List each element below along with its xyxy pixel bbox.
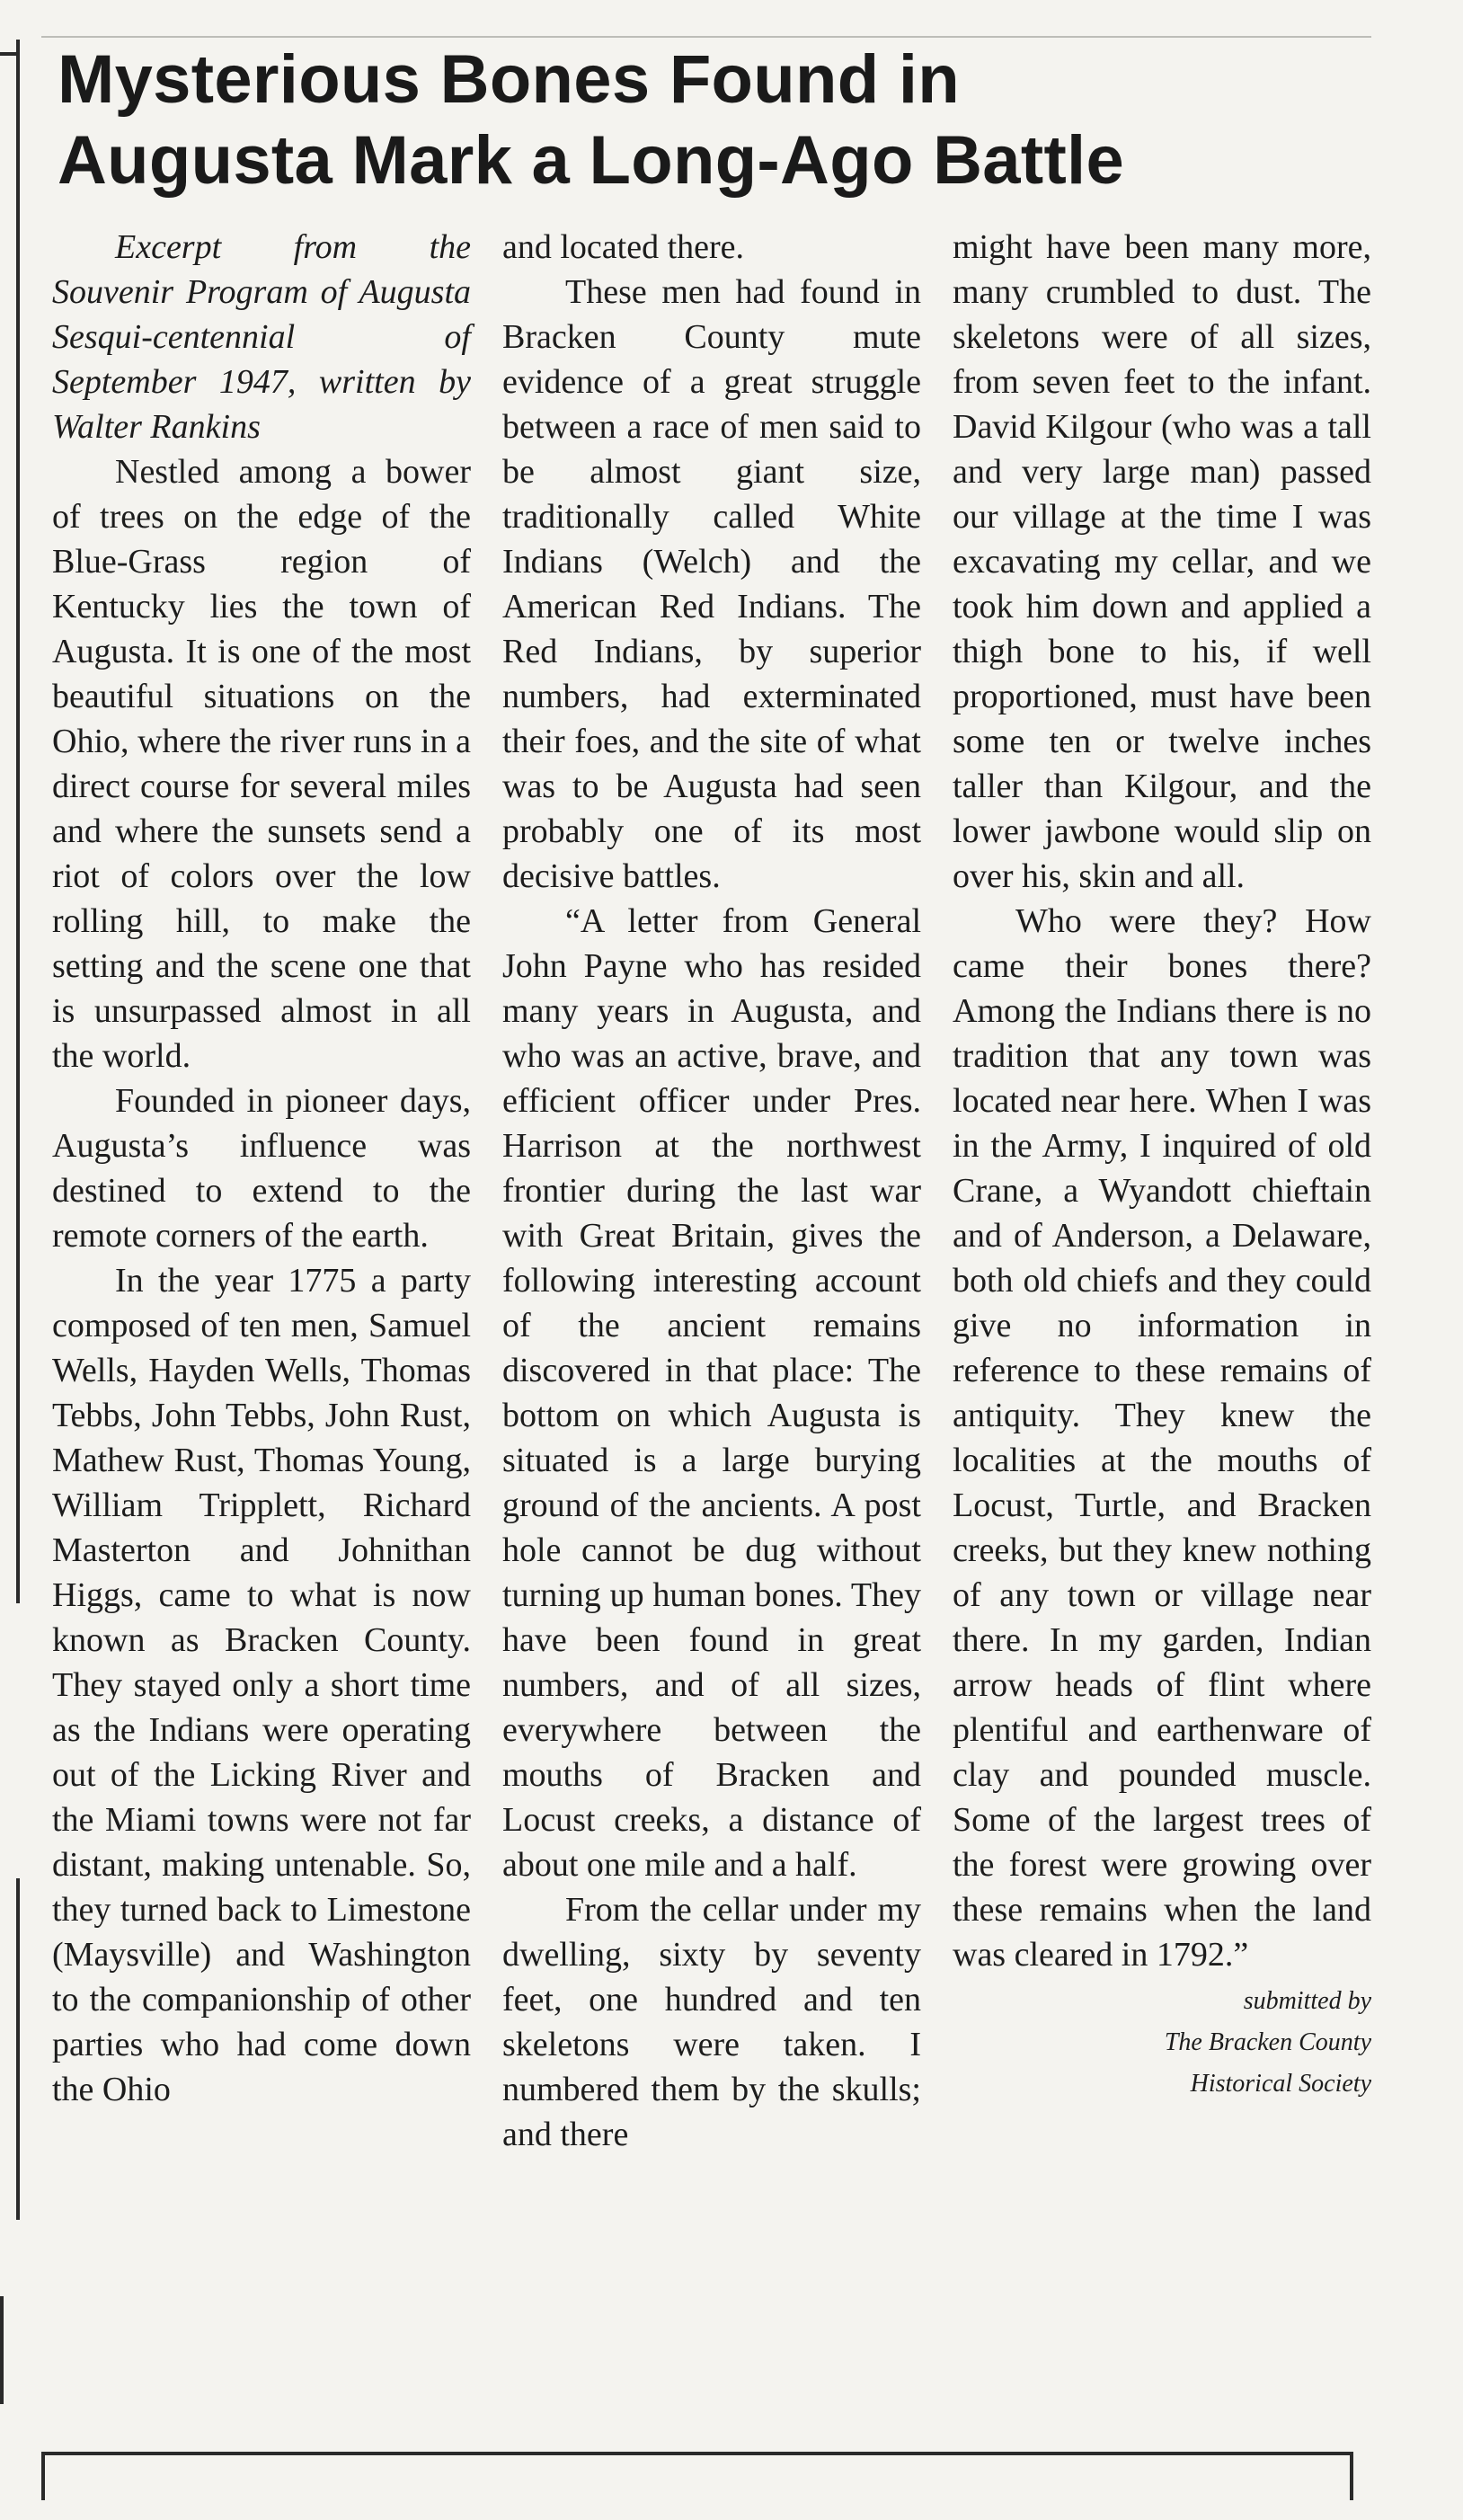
top-border-rule: [41, 36, 1371, 38]
paragraph-continued: and located there.: [502, 228, 745, 266]
article-headline: [58, 40, 1370, 201]
column-2: [502, 225, 921, 2418]
paragraph: These men had found in Bracken County mute evidence of a great struggle between a race of men said to be almost giant size, traditionally called White Indians (Welch) and the American Red Indians. The Red Indians, by superior numbers, had exterminated their foes, and the site of what was to be Augusta had seen probably one of its most decisive battles.: [502, 273, 921, 895]
paragraph: Nestled among a bower of trees on the edge of the Blue-Grass region of Kentucky lies the town of Augusta. It is one of the most beautiful situations on the Ohio, where the river runs in a direct course for several miles and where the sunsets send a riot of colors over the low rolling hill, to make the setting and the scene one that is unsurpassed almost in all the world.: [52, 453, 471, 1075]
headline-line-1: Mysterious Bones Found in: [58, 41, 960, 118]
paragraph: “A letter from General John Payne who has resided many years in Augusta, and who was an active, brave, and efficient officer under Pres. Harrison at the northwest frontier during the last war with Great Britain, gives the following interesting account of the ancient remains discovered in that place: The bottom on which Augusta is situated is a large burying ground of the ancients. A post hole cannot be dug without turning up human bones. They have been found in great numbers, and of all sizes, everywhere between the mouths of Bracken and Locust creeks, a distance of about one mile and a half.: [502, 902, 921, 1884]
left-edge-rule-bottom: [0, 2296, 4, 2404]
credit-line: The Bracken County: [1164, 2028, 1371, 2056]
excerpt-note: Excerpt from the Souvenir Program of Augusta Sesqui-centennial of September 1947, written by Walter Rankins: [52, 228, 471, 446]
paragraph: Founded in pioneer days, Augusta’s influence was destined to extend to the remote corners of the earth.: [52, 1082, 471, 1255]
article-body: [52, 225, 1371, 2418]
paragraph: In the year 1775 a party composed of ten men, Samuel Wells, Hayden Wells, Thomas Tebbs, John Tebbs, John Rust, Mathew Rust, Thomas Young, William Tripplett, Richard Masterton and Johnithan Higgs, came to what is now known as Bracken County. They stayed only a short time as the Indians were operating out of the Licking River and the Miami towns were not far distant, making untenable. So, they turned back to Limestone (Maysville) and Washington to the companionship of other parties who had come down the Ohio: [52, 1262, 471, 2108]
paragraph: From the cellar under my dwelling, sixty by seventy feet, one hundred and ten skeletons were taken. I numbered them by the skulls; and there: [502, 1891, 921, 2153]
paragraph-continued: might have been many more, many crumbled to dust. The skeletons were of all sizes, from seven feet to the infant. David Kilgour (who was a tall and very large man) passed our village at the time I was excavating my cellar, and we took him down and applied a thigh bone to his, if well proportioned, must have been some ten or twelve inches taller than Kilgour, and the lower jawbone would slip on over his, skin and all.: [953, 228, 1371, 895]
column-3: [953, 225, 1371, 2418]
submission-credit: [953, 1981, 1371, 2105]
paragraph: Who were they? How came their bones there? Among the Indians there is no tradition that any town was located near here. When I was in the Army, I inquired of old Crane, a Wyandott chieftain and of Anderson, a Delaware, both old chiefs and they could give no information in reference to these remains of antiquity. They knew the localities at the mouths of Locust, Turtle, and Bracken creeks, but they knew nothing of any town or village near there. In my garden, Indian arrow heads of flint where plentiful and earthenware of clay and pounded muscle. Some of the largest trees of the forest were growing over these remains when the land was cleared in 1792.”: [953, 902, 1371, 1974]
credit-line: submitted by: [1243, 1987, 1371, 2015]
left-border-rule: [16, 40, 20, 1603]
column-1: [52, 225, 471, 2418]
headline-line-2: Augusta Mark a Long-Ago Battle: [58, 122, 1125, 199]
left-border-rule-lower: [16, 1878, 20, 2220]
credit-line: Historical Society: [1190, 2070, 1371, 2098]
adjacent-article-border: [41, 2452, 1353, 2500]
